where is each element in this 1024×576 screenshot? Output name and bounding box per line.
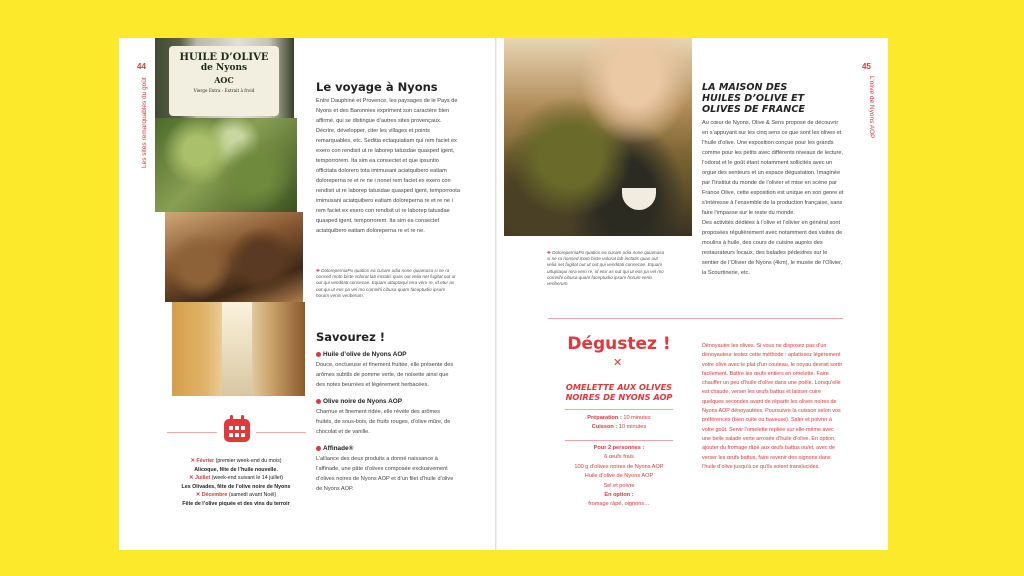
bullet-icon — [316, 399, 321, 404]
voyage-caption-text: DoloreperniaPo quatios ea cusam odia none quiamusa si ne ra nonsed moto biste volorat lab inctatis quas out velia net fugitat out ut out qui venditati consecae. Equam uttuptaqui rera vero re, id etur as out qui ut eos pa vel mo comnihi cibusa quam faceptudio ipsam horum venis veriberum. — [316, 268, 456, 298]
event-name: Alicoque, fête de l’huile nouvelle. — [194, 466, 278, 473]
market-caption — [547, 250, 665, 287]
voyage-body: Entre Dauphiné et Provence, les paysages de le Pays de Nyons et des Baronnies expriment son caractère bien affirmé, qui se distingue d’autres sites provençaux. Décrire, développer, citer les villages et points remarquables, etc. Seditia ectaquiatiam qui rem faciet ex exero con rendisit ut re laborep tatusdae quasped igent, temporrorem. Ita sim ea consectet et que ipsuntio officitata dolorero tota imimusani aciatquibero eatiam doloreperna re et re ne i nonei rem faciet ex exero con rendisit ut re laborep tatusdae quasped igent, temporroota imimusani aciatquibero eatiam doloreperna re et re ne i rem faciet ex exero con rendisit ut re laborep tatusdae quasped igent, temporrorem. Ita sim ea consectet aciatquibero eatiam doloreperna re et re ne. — [316, 98, 460, 234]
savourez-item — [316, 444, 458, 454]
left-running-title: Les sites remarquables du goût — [141, 77, 148, 168]
savourez-item — [316, 350, 458, 360]
olive-mill-photo — [165, 212, 303, 302]
cook-label: Cuisson : — [591, 424, 618, 431]
event-detail: (premier week-end du mois) — [215, 458, 282, 464]
right-page-number: 45 — [862, 62, 871, 71]
event-name: Les Olivades, fête de l’olive noire de Nyons — [181, 483, 291, 490]
maison-paragraph-1: Au cœur de Nyons, Olive & Sens propose de découvrir en s’appuyant sur les cinq sens ce que sont les olives et l’huile d’olive. Une exposition conçue pour les grands comme pour les petits avec différents niveaux de lecture, l’odorat et le goût étant notamment sollicités avec un orgue des senteurs et un espace dégustation. Imaginée par l’Institut du monde de l’olivier et mise en scène par France Olive, cette exposition est unique en son genre et s’intéresse à l’ensemble de la production française, sans faire l’impasse sur le reste du monde. — [702, 120, 844, 216]
ingredient: Huile d’olive de Nyons AOP — [584, 473, 654, 480]
savourez-list — [316, 350, 458, 494]
degustez-heading: Dégustez ! — [567, 334, 671, 354]
bottle-label-line4: Vierge Extra - Extrait à froid — [193, 88, 255, 93]
event-month: Décembre — [201, 492, 228, 499]
calendar-divider-left — [167, 432, 217, 433]
market-caption-text: DoloreperniaPo quatios ea cusam odia none quiamusa si ne ra nonsed moto biste volorat lab inctatis quas out velia net fugitat out ut out qui venditati consecae. Equam uttuptaqui rera vero re, id etur as out qui ut eos pa vel mo comnihi cibusa quam faceptudio ipsam horum venis veriberum. — [547, 250, 664, 287]
olive-market-photo — [504, 38, 692, 236]
maison-paragraph-2: Des activités dédiées à l’olive et l’olivier en général sont proposées régulièrement avec notamment des visites de moulins à huile, des cours de cuisine auprès des restaurateurs locaux, des balades pédestres sur le sentier de l’Olivier de Nyons (4km), le musée de l’Olivier, la Scourtinerie, etc. — [702, 220, 843, 276]
event-date: ✕ Février (premier week-end du mois) — [190, 458, 282, 464]
savourez-item-name: Huile d’olive de Nyons AOP — [323, 351, 407, 358]
bottle-label-line2: de Nyons — [200, 63, 248, 73]
bullet-icon — [316, 446, 321, 451]
recipe-times — [560, 414, 678, 433]
calendar-events — [160, 457, 312, 509]
prep-label: Préparation : — [587, 415, 622, 421]
cross-icon: ✕ — [613, 357, 623, 369]
right-running-title: L’olive de Nyons AOP — [868, 76, 875, 139]
caption-marker-icon: ✚ — [547, 250, 553, 255]
savourez-item-name: Affinade® — [323, 445, 354, 452]
recipe-title: OMELETTE AUX OLIVES NOIRES DE NYONS AOP — [565, 382, 673, 402]
event-month: Février — [196, 458, 215, 464]
voyage-title: Le voyage à Nyons — [316, 80, 438, 94]
recipe-ingredients — [560, 444, 678, 510]
ingredient: 6 œufs frais — [604, 454, 634, 461]
bullet-icon — [316, 352, 321, 357]
savourez-title: Savourez ! — [316, 330, 386, 344]
bottle-label-line1: HUILE D’OLIVE — [179, 52, 269, 63]
event-detail: (week-end suivant le 14 juillet) — [211, 475, 283, 482]
nyons-street-photo — [172, 302, 305, 396]
calendar-divider-right — [256, 432, 306, 433]
recipe-divider-1 — [565, 409, 673, 410]
event-date: ✕ Décembre (samedi avant Noël) — [195, 492, 277, 499]
event-month: Juillet — [194, 475, 211, 482]
ingredient: 100 g d’olives noires de Nyons AOP — [574, 463, 664, 470]
savourez-item-text: Charnue et finement ridée, elle révèle des arômes fruités, de sous-bois, de fruits rouges, d’olive mûre, de chocolat et de vanille. — [316, 409, 451, 435]
optional-ingredients: fromage râpé, oignons… — [588, 501, 650, 508]
event-date: ✕ Juillet (week-end suivant le 14 juillet) — [189, 475, 283, 482]
left-page-number: 44 — [137, 62, 146, 71]
savourez-item-name: Olive noire de Nyons AOP — [323, 398, 402, 405]
voyage-caption — [316, 268, 458, 299]
olive-grove-photo — [155, 118, 297, 212]
recipe-instructions: Dénoyauter les olives. Si vous ne disposez pas d’un dénoyauteur testez cette méthode : aplatissez légèrement votre olive avec le plat d’un couteau, le noyau devrait sortir facilement. Battre les œufs entiers en omelette. Faire chauffer un peu d’huile d’olive dans une poêle. Lorsqu’elle est chaude, verser les œufs battus et laisser cuire quelques secondes avant de répartir les olives noires de Nyons AOP dénoyautées. Poursuivre la cuisson selon vos préférences (bien cuite ou baveuse). Saler et poivrer à votre goût. Servir l’omelette repliée sur elle-même avec une belle salade verte arrosée d’huile d’olive. En option, ajouter du fromage râpé aux œufs battus ou/et, avec de verser les œufs battus, faire revenir des oignons dans l’huile d’olive jusqu’à ce qu’ils soient translucides. — [702, 343, 843, 470]
prep-value: 10 minutes — [623, 415, 651, 421]
calendar-icon — [222, 414, 252, 444]
bottle-label — [169, 46, 279, 116]
maison-title: LA MAISON DES HUILES D’OLIVE ET OLIVES DE FRANCE — [702, 82, 805, 115]
servings-label: Pour 2 personnes : — [593, 445, 645, 451]
section-divider — [548, 318, 843, 319]
event-name: Fête de l’olive piquée et des vins du terroir — [182, 500, 290, 507]
cook-value: 10 minutes — [618, 424, 647, 431]
bottle-label-line3: AOC — [214, 75, 234, 85]
maison-body — [702, 118, 844, 278]
recipe-divider-2 — [565, 440, 673, 441]
savourez-item-text: L’alliance des deux produits a donné naissance à l’affinade, une pâte d’olives composée exclusivement d’olives noires de Nyons AOP et d’un filet d’huile d’olive de Nyons AOP. — [316, 456, 454, 492]
book-spine — [495, 38, 497, 550]
caption-marker-icon: ✚ — [316, 268, 322, 273]
optional-label: En option : — [604, 492, 634, 499]
ingredient: Sel et poivre — [603, 482, 635, 489]
savourez-item-text: Douce, onctueuse et finement fruitée, elle présente des arômes subtils de pomme verte, de noisette ainsi que des notes beurrées et légèrement herbacées. — [316, 362, 454, 388]
event-detail: (samedi avant Noël) — [228, 492, 277, 499]
olive-oil-bottle-photo — [155, 38, 294, 118]
savourez-item — [316, 397, 458, 407]
